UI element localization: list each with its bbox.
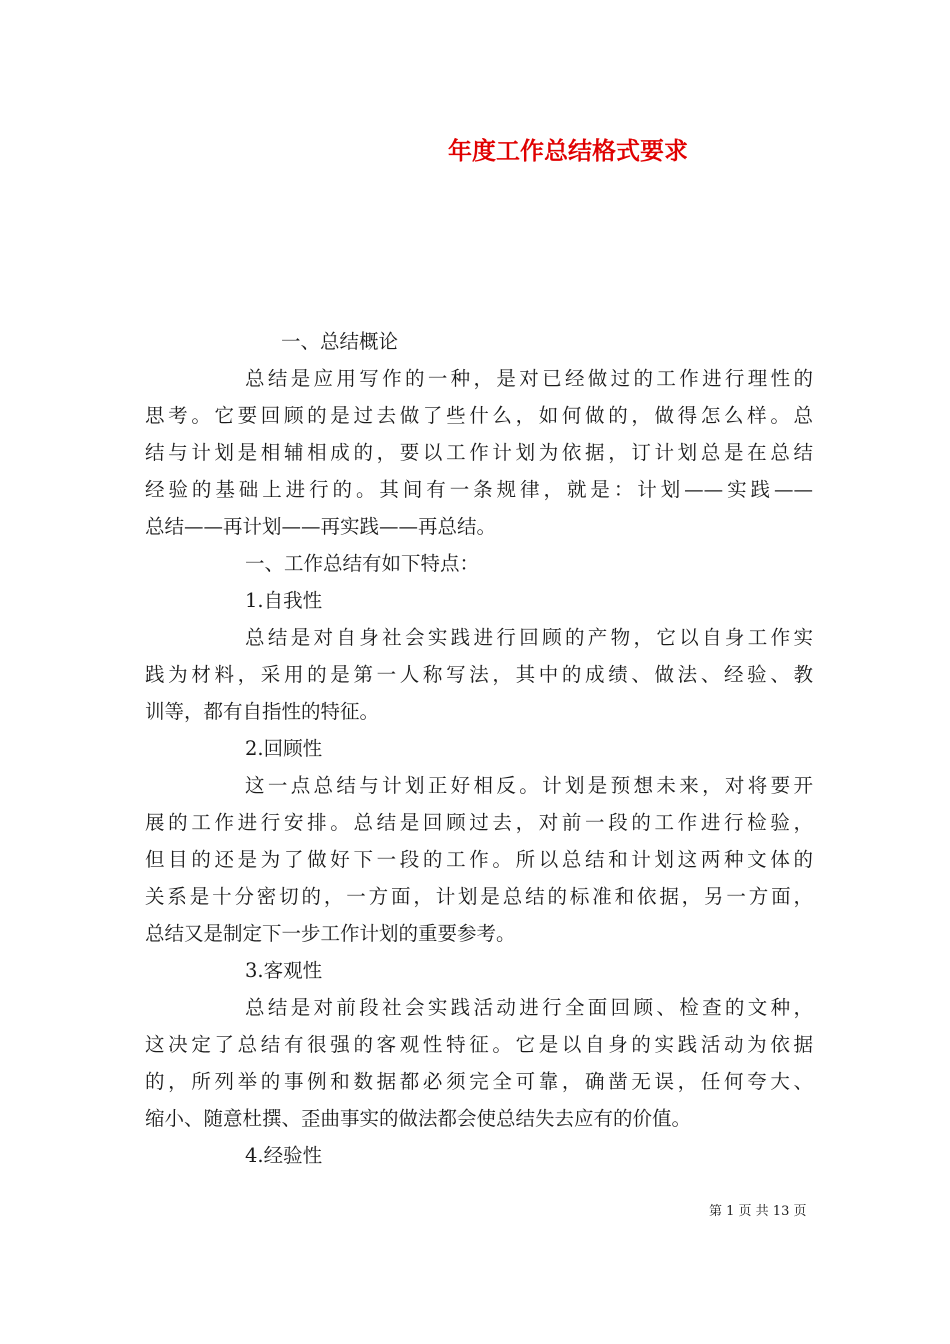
subheading-self: 1.自我性 xyxy=(245,589,323,612)
paragraph-line: 展的工作进行安排。总结是回顾过去，对前一段的工作进行检验， xyxy=(145,811,813,834)
paragraph-line: 的，所列举的事例和数据都必须完全可靠，确凿无误，任何夸大、 xyxy=(145,1070,813,1093)
paragraph-line: 践为材料，采用的是第一人称写法，其中的成绩、做法、经验、教 xyxy=(145,663,813,686)
document-body xyxy=(145,323,813,1174)
subheading-experiential: 4.经验性 xyxy=(245,1144,323,1167)
paragraph-line: 关系是十分密切的，一方面，计划是总结的标准和依据，另一方面， xyxy=(145,885,813,908)
paragraph-line: 思考。它要回顾的是过去做了些什么，如何做的，做得怎么样。总 xyxy=(145,404,813,427)
paragraph-line: 总结——再计划——再实践——再总结。 xyxy=(145,515,497,538)
subheading-retrospective: 2.回顾性 xyxy=(245,737,323,760)
page-number: 第 1 页 共 13 页 xyxy=(709,1204,807,1219)
paragraph-line: 结与计划是相辅相成的，要以工作计划为依据，订计划总是在总结 xyxy=(145,441,813,464)
paragraph-line: 总结是应用写作的一种，是对已经做过的工作进行理性的 xyxy=(245,367,813,390)
subheading-objective: 3.客观性 xyxy=(245,959,323,982)
paragraph-line: 总结又是制定下一步工作计划的重要参考。 xyxy=(145,922,516,945)
section-heading-overview: 一、总结概论 xyxy=(281,330,399,353)
paragraph-line: 总结是对自身社会实践进行回顾的产物，它以自身工作实 xyxy=(245,626,813,649)
paragraph-line: 这决定了总结有很强的客观性特征。它是以自身的实践活动为依据 xyxy=(145,1033,813,1056)
document-title: 年度工作总结格式要求 xyxy=(448,136,688,165)
paragraph-line: 这一点总结与计划正好相反。计划是预想未来，对将要开 xyxy=(245,774,813,797)
paragraph-line: 缩小、随意杜撰、歪曲事实的做法都会使总结失去应有的价值。 xyxy=(145,1107,692,1130)
paragraph-line: 但目的还是为了做好下一段的工作。所以总结和计划这两种文体的 xyxy=(145,848,813,871)
paragraph-line: 经验的基础上进行的。其间有一条规律，就是：计划——实践—— xyxy=(145,478,813,501)
section-heading-features: 一、工作总结有如下特点： xyxy=(245,552,480,575)
paragraph-line: 训等，都有自指性的特征。 xyxy=(145,700,380,723)
paragraph-line: 总结是对前段社会实践活动进行全面回顾、检查的文种， xyxy=(245,996,813,1019)
